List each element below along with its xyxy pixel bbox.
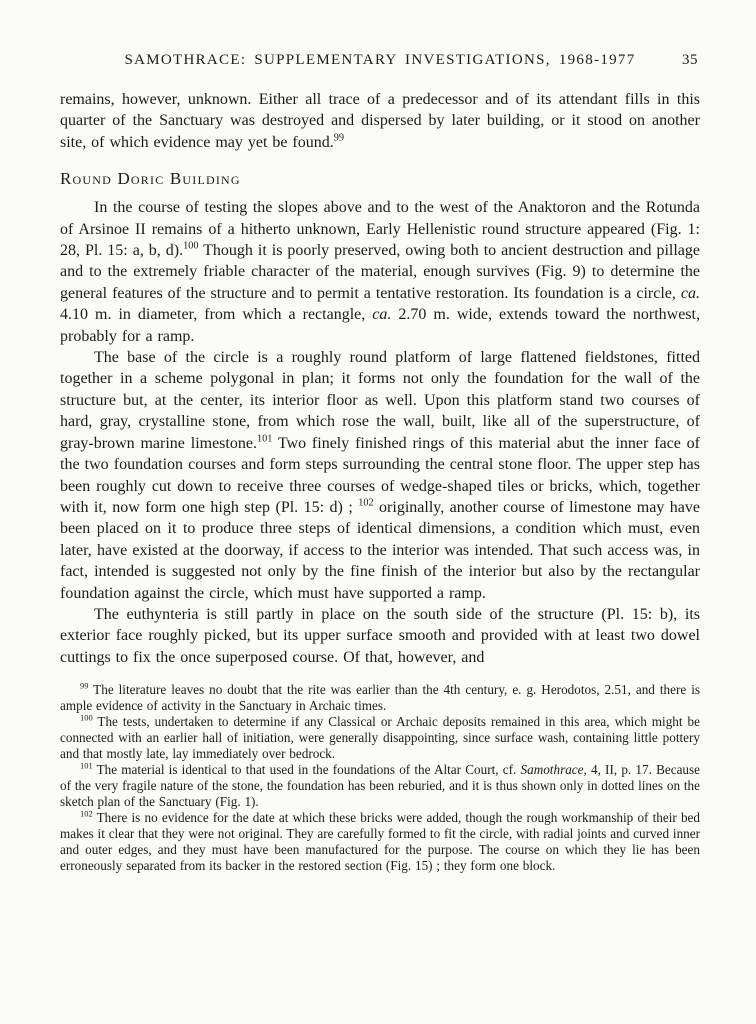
- body-paragraph: The euthynteria is still partly in place on the south side of the structure (Pl. 15: b), its exterior face roughly picked, but its upper surface smooth and provided with at least two dowel cuttings to fix the once superposed course. Of that, however, and: [60, 605, 700, 666]
- section-heading: Round Doric Building: [60, 169, 241, 189]
- footnote: $^{99}$ The literature leaves no doubt that the rite was earlier than the 4th century, e. g. Herodotos, 2.51, and there is ample evidence of activity in the Sanctuary in Archaic times.: [60, 680, 700, 714]
- page-number: 35: [682, 52, 698, 68]
- running-head-title: SAMOTHRACE: SUPPLEMENTARY INVESTIGATIONS, 1968-1977: [124, 52, 636, 68]
- footnotes: [60, 682, 700, 874]
- body-text: [60, 89, 700, 668]
- body-paragraph: The base of the circle is a roughly round platform of large flattened fieldstones, fitted together in a scheme polygonal in plan; it forms not only the foundation for the wall of the structure but, at the center, its interior floor as well. Upon this platform stand two courses of hard, gray, crystalline stone, from which rose the wall, built, like all of the superstructure, of gray-brown marine limestone.$^{101}$ Two finely finished rings of this material abut the inner face of the two foundation courses and form steps surrounding the central stone floor. The upper step has been roughly cut down to receive three courses of wedge-shaped tiles or bricks, which, together with it, now form one high step (Pl. 15: d) ; $^{102}$ originally, another course of limestone may have been placed on it to produce three steps of identical dimensions, a condition which must, even later, have existed at the doorway, if access to the interior was intended. That such access was, in fact, intended is suggested not only by the fine finish of the interior but also by the rectangular foundation against the circle, which must have supported a ramp.: [60, 349, 700, 602]
- body-paragraph: In the course of testing the slopes above and to the west of the Anaktoron and the Rotunda of Arsinoe II remains of a hitherto unknown, Early Hellenistic round structure appeared (Fig. 1: 28, Pl. 15: a, b, d).$^{100}$ Though it is poorly preserved, owing both to ancient destruction and pillage and to the extremely friable character of the material, enough survives (Fig. 9) to determine the general features of the structure and to permit a tentative restoration. Its foundation is a circle, ca. 4.10 m. in diameter, from which a rectangle, ca. 2.70 m. wide, extends toward the northwest, probably for a ramp.: [60, 199, 700, 345]
- body-paragraph: remains, however, unknown. Either all trace of a predecessor and of its attendant fills in this quarter of the Sanctuary was destroyed and dispersed by later building, or it stood on another site, of which evidence may yet be found.$^{99}$: [60, 91, 700, 151]
- footnote: $^{100}$ The tests, undertaken to determine if any Classical or Archaic deposits remained in this area, which might be connected with an earlier hall of initiation, were generally disappointing, since surface wash, containing little pottery and that mostly late, lay immediately over bedrock.: [60, 712, 700, 762]
- footnote: $^{102}$ There is no evidence for the date at which these bricks were added, though the rough workmanship of their bed makes it clear that they were not original. They are carefully formed to fit the circle, with radial joints and curved inner and outer edges, and they must have been manufactured for the purpose. The course on which they lie has been erroneously separated from its backer in the restored section (Fig. 15) ; they form one block.: [60, 808, 700, 874]
- running-head: [60, 52, 700, 72]
- footnote: $^{101}$ The material is identical to that used in the foundations of the Altar Court, cf. Samothrace, 4, II, p. 17. Because of the very fragile nature of the stone, the foundation has been reburied, and it is thus shown only in dotted lines on the sketch plan of the Sanctuary (Fig. 1).: [60, 760, 701, 810]
